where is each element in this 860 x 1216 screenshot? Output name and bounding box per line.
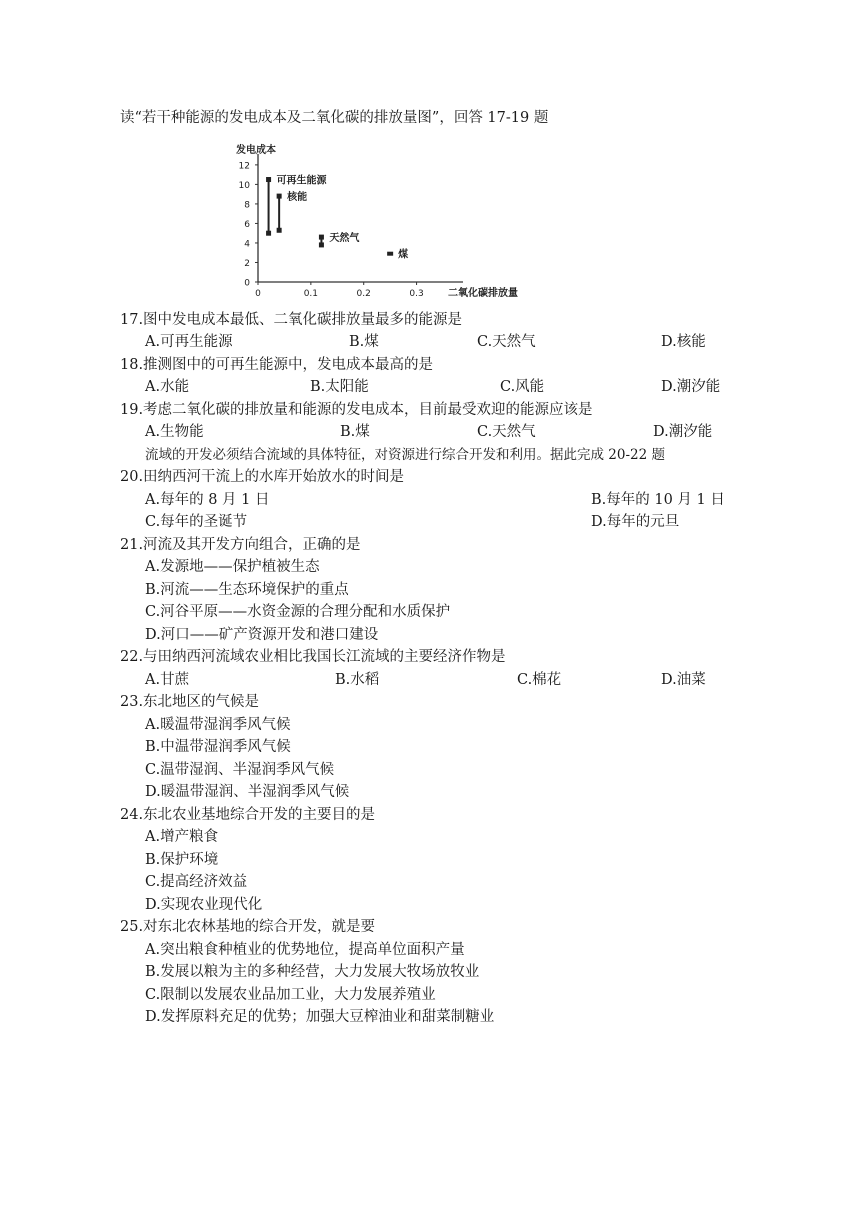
q21-option-d[interactable]: D.河口——矿产资源开发和港口建设 (145, 627, 379, 643)
x-tick-label: 0 (255, 289, 261, 299)
q23-option-d[interactable]: D.暖温带湿润、半湿润季风气候 (145, 784, 350, 800)
q20-stem: 20.田纳西河干流上的水库开始放水的时间是 (120, 469, 405, 485)
q18-option-d[interactable]: D.潮汐能 (661, 379, 721, 395)
q22-option-c[interactable]: C.棉花 (517, 672, 562, 688)
q24-option-c[interactable]: C.提高经济效益 (145, 874, 248, 890)
q21-option-a[interactable]: A.发源地——保护植被生态 (145, 559, 320, 575)
q18-stem: 18.推测图中的可再生能源中，发电成本最高的是 (120, 357, 434, 373)
passage-20-22: 流域的开发必须结合流域的具体特征，对资源进行综合开发和利用。据此完成 20-22 题 (145, 447, 665, 463)
y-tick-label: 6 (244, 219, 250, 230)
x-tick-label: 0.1 (303, 289, 319, 299)
y-axis-label: 发电成本 (236, 145, 276, 156)
series-point-high (266, 177, 271, 182)
y-tick-label: 10 (238, 180, 250, 191)
q20-option-a[interactable]: A.每年的 8 月 1 日 (145, 492, 270, 508)
series-point-high (319, 235, 324, 240)
chart-marks (266, 174, 408, 261)
q23-option-a[interactable]: A.暖温带湿润季风气候 (145, 717, 291, 733)
q25-option-a[interactable]: A.突出粮食种植业的优势地位，提高单位面积产量 (145, 942, 465, 958)
series-label: 煤 (398, 249, 409, 261)
q24-option-b[interactable]: B.保护环境 (145, 852, 219, 868)
q19-option-b[interactable]: B.煤 (340, 424, 370, 440)
q19-option-c[interactable]: C.天然气 (477, 424, 536, 440)
q24-stem: 24.东北农业基地综合开发的主要目的是 (120, 807, 376, 823)
energy-chart (228, 140, 558, 305)
q25-stem: 25.对东北农林基地的综合开发，就是要 (120, 919, 376, 935)
q17-stem: 17.图中发电成本最低、二氧化碳排放量最多的能源是 (120, 312, 463, 328)
q19-option-a[interactable]: A.生物能 (145, 424, 204, 440)
series-point (387, 252, 393, 256)
q24-option-a[interactable]: A.增产粮食 (145, 829, 219, 845)
q23-option-b[interactable]: B.中温带湿润季风气候 (145, 739, 291, 755)
q18-option-c[interactable]: C.风能 (500, 379, 545, 395)
q23-stem: 23.东北地区的气候是 (120, 694, 260, 710)
y-tick-label: 12 (238, 161, 250, 172)
series-point-low (319, 242, 324, 247)
y-tick-label: 0 (244, 278, 250, 289)
x-axis-label: 二氧化碳排放量 (448, 288, 518, 299)
q22-option-a[interactable]: A.甘蔗 (145, 672, 190, 688)
q17-option-b[interactable]: B.煤 (349, 334, 379, 350)
y-tick-label: 2 (244, 258, 250, 269)
q18-option-b[interactable]: B.太阳能 (310, 379, 369, 395)
q25-option-c[interactable]: C.限制以发展农业品加工业，大力发展养殖业 (145, 987, 436, 1003)
series-point-low (277, 228, 282, 233)
series-point-high (277, 194, 282, 199)
q25-option-b[interactable]: B.发展以粮为主的多种经营，大力发展大牧场放牧业 (145, 964, 480, 980)
q17-option-c[interactable]: C.天然气 (477, 334, 536, 350)
series-label: 可再生能源 (276, 175, 327, 187)
chart-axes (235, 143, 518, 299)
q20-option-b[interactable]: B.每年的 10 月 1 日 (591, 492, 725, 508)
q18-option-a[interactable]: A.水能 (145, 379, 190, 395)
series-label: 核能 (287, 192, 308, 204)
q20-option-d[interactable]: D.每年的元旦 (591, 514, 680, 530)
q22-option-d[interactable]: D.油菜 (661, 672, 706, 688)
q22-stem: 22.与田纳西河流域农业相比我国长江流域的主要经济作物是 (120, 649, 506, 665)
q25-option-d[interactable]: D.发挥原料充足的优势；加强大豆榨油业和甜菜制糖业 (145, 1009, 495, 1025)
series-point-low (266, 231, 271, 236)
intro-text: 读“若干种能源的发电成本及二氧化碳的排放量图”，回答 17-19 题 (120, 110, 549, 126)
y-tick-label: 8 (244, 200, 250, 211)
series-label: 天然气 (329, 233, 360, 245)
q21-option-c[interactable]: C.河谷平原——水资金源的合理分配和水质保护 (145, 604, 451, 620)
q17-option-a[interactable]: A.可再生能源 (145, 334, 233, 350)
q20-option-c[interactable]: C.每年的圣诞节 (145, 514, 248, 530)
x-tick-label: 0.3 (409, 289, 424, 299)
q24-option-d[interactable]: D.实现农业现代化 (145, 897, 263, 913)
q19-option-d[interactable]: D.潮汐能 (653, 424, 713, 440)
y-tick-label: 4 (244, 239, 250, 250)
q19-stem: 19.考虑二氧化碳的排放量和能源的发电成本，目前最受欢迎的能源应该是 (120, 402, 593, 418)
q21-stem: 21.河流及其开发方向组合，正确的是 (120, 537, 361, 553)
q21-option-b[interactable]: B.河流——生态环境保护的重点 (145, 582, 349, 598)
x-tick-label: 0.2 (356, 289, 371, 299)
q23-option-c[interactable]: C.温带湿润、半湿润季风气候 (145, 762, 335, 778)
q17-option-d[interactable]: D.核能 (661, 334, 706, 350)
q22-option-b[interactable]: B.水稻 (335, 672, 380, 688)
